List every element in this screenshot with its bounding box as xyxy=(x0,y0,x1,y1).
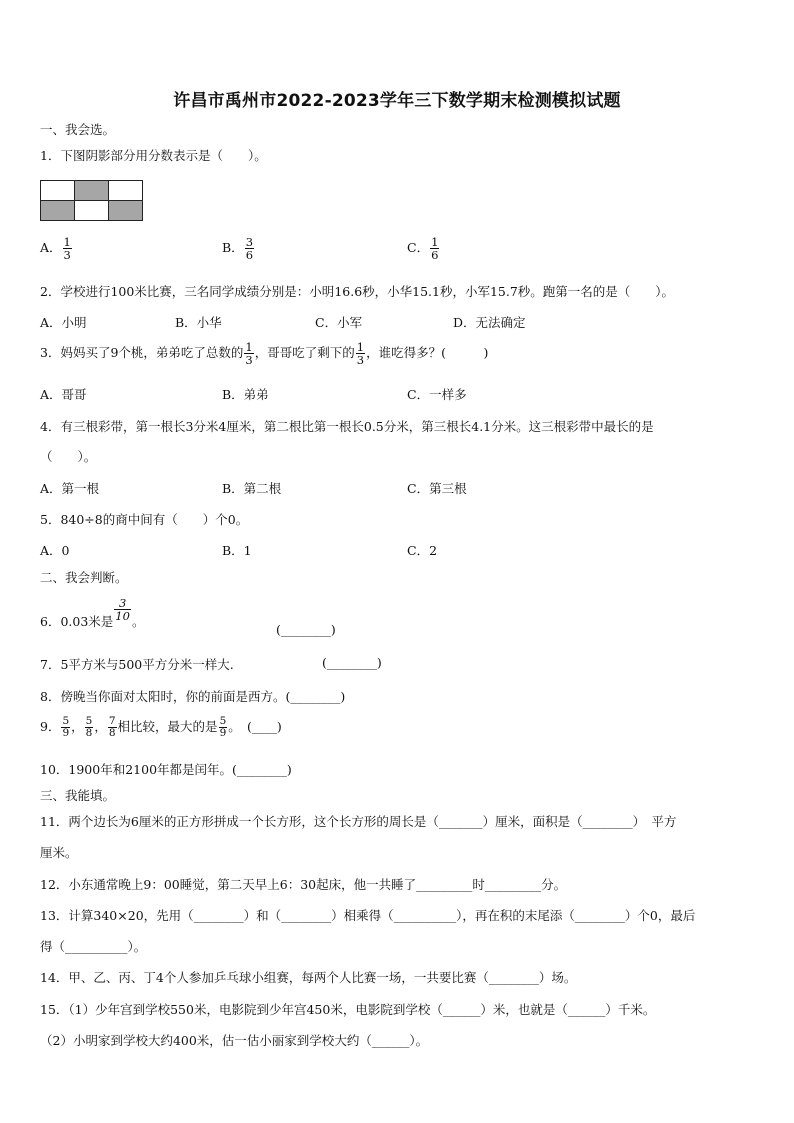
denominator: 6 xyxy=(431,248,439,263)
grid-cell-shaded xyxy=(75,181,109,201)
question-9-part: 9． xyxy=(40,719,61,735)
fraction xyxy=(63,236,72,261)
numerator: 7 xyxy=(108,715,116,727)
fraction xyxy=(356,341,365,366)
fraction xyxy=(245,236,254,261)
question-3-option-b[interactable]: B．弟弟 xyxy=(222,387,269,402)
question-6-part: 6．0.03米是 xyxy=(40,614,114,630)
grid-cell-shaded xyxy=(109,201,143,221)
question-9-text xyxy=(40,716,282,739)
numerator: 5 xyxy=(219,715,227,727)
option-label: C． xyxy=(407,240,430,256)
question-2-text: 2．学校进行100米比赛，三名同学成绩分别是：小明16.6秒，小华15.1秒，小军15.7秒。跑第一名的是（ ）。 xyxy=(40,284,675,299)
question-7-answer-blank[interactable]: (________) xyxy=(322,655,382,670)
question-9-part: 。 (____) xyxy=(228,719,282,735)
grid-cell xyxy=(75,201,109,221)
question-1-text: 1．下图阴影部分用分数表示是（ ）。 xyxy=(40,148,267,163)
question-2-option-b[interactable]: B．小华 xyxy=(175,315,222,330)
fraction xyxy=(114,597,131,622)
question-3-part: ，哥哥吃了剩下的 xyxy=(254,345,355,361)
question-3-option-a[interactable]: A．哥哥 xyxy=(40,387,87,402)
question-11-text: 11．两个边长为6厘米的正方形拼成一个长方形，这个长方形的周长是（_______）厘米，面积是（________） 平方 xyxy=(40,814,677,829)
separator: ， xyxy=(94,719,107,735)
question-3-part: 3．妈妈买了9个桃，弟弟吃了总数的 xyxy=(40,345,244,361)
denominator: 3 xyxy=(245,353,253,368)
question-15-part-1: 15．（1）少年宫到学校550米，电影院到少年宫450米，电影院到学校（______）米，也就是（______）千米。 xyxy=(40,1002,656,1017)
fraction xyxy=(61,716,70,739)
question-9-part: 相比较，最大的是 xyxy=(117,719,218,735)
option-label: A． xyxy=(40,240,62,256)
denominator: 3 xyxy=(356,353,365,368)
question-2-option-c[interactable]: C．小军 xyxy=(315,315,363,330)
option-label: B． xyxy=(222,240,244,256)
fraction xyxy=(85,716,94,739)
question-12-text: 12．小东通常晚上9：00睡觉，第二天早上6：30起床，他一共睡了_________时_________分。 xyxy=(40,877,567,892)
numerator: 1 xyxy=(245,340,253,354)
denominator: 8 xyxy=(108,727,116,740)
denominator: 10 xyxy=(115,609,130,624)
question-4-option-b[interactable]: B．第二根 xyxy=(222,481,282,496)
separator: ， xyxy=(71,719,84,735)
question-10-text: 10．1900年和2100年都是闰年。(________) xyxy=(40,762,292,777)
question-2-option-a[interactable]: A．小明 xyxy=(40,315,87,330)
denominator: 3 xyxy=(63,248,71,263)
fraction xyxy=(219,716,228,739)
question-11-text-cont: 厘米。 xyxy=(40,845,78,860)
page-title: 许昌市禹州市2022-2023学年三下数学期末检测模拟试题 xyxy=(173,91,621,111)
numerator: 5 xyxy=(62,715,70,727)
grid-cell xyxy=(109,181,143,201)
question-1-option-a[interactable] xyxy=(40,236,73,261)
question-14-text: 14．甲、乙、丙、丁4个人参加乒乓球小组赛，每两个人比赛一场，一共要比赛（________）场。 xyxy=(40,970,577,985)
question-4-option-c[interactable]: C．第三根 xyxy=(407,481,467,496)
question-4-text: 4．有三根彩带，第一根长3分米4厘米，第二根比第一根长0.5分米，第三根长4.1分米。这三根彩带中最长的是 xyxy=(40,419,654,434)
fraction xyxy=(108,716,117,739)
question-5-option-b[interactable]: B．1 xyxy=(222,543,252,558)
question-6-answer-blank[interactable]: (________) xyxy=(276,622,336,637)
question-15-part-2: （2）小明家到学校大约400米，估一估小丽家到学校大约（______）。 xyxy=(40,1033,429,1048)
denominator: 9 xyxy=(62,727,70,740)
question-3-part: ，谁吃得多？( ) xyxy=(366,345,489,361)
numerator: 5 xyxy=(85,715,93,727)
section-heading-fill: 三、我能填。 xyxy=(40,788,116,803)
denominator: 9 xyxy=(219,727,227,740)
question-6-part: 。 xyxy=(131,614,145,630)
question-6-text xyxy=(40,597,144,630)
question-5-option-c[interactable]: C．2 xyxy=(407,543,438,558)
question-4-option-a[interactable]: A．第一根 xyxy=(40,481,100,496)
grid-cell xyxy=(41,181,75,201)
question-13-text-cont: 得（__________）。 xyxy=(40,939,147,954)
denominator: 6 xyxy=(245,248,254,263)
numerator: 1 xyxy=(356,340,365,354)
numerator: 3 xyxy=(245,235,254,249)
denominator: 8 xyxy=(85,727,93,740)
numerator: 3 xyxy=(118,596,127,610)
fraction xyxy=(430,236,439,261)
question-5-option-a[interactable]: A．0 xyxy=(40,543,70,558)
question-3-text xyxy=(40,341,488,366)
question-5-text: 5．840÷8的商中间有（ ）个0。 xyxy=(40,512,249,527)
question-4-text-cont: （ ）。 xyxy=(40,449,97,464)
fraction xyxy=(244,341,253,366)
numerator: 1 xyxy=(431,235,439,249)
grid-cell-shaded xyxy=(41,201,75,221)
question-8-text: 8．傍晚当你面对太阳时，你的前面是西方。(________) xyxy=(40,689,346,704)
section-heading-judge: 二、我会判断。 xyxy=(40,570,128,585)
numerator: 1 xyxy=(63,235,71,249)
section-heading-choose: 一、我会选。 xyxy=(40,122,116,137)
question-2-option-d[interactable]: D．无法确定 xyxy=(453,315,526,330)
shaded-grid-figure xyxy=(40,180,143,221)
question-3-option-c[interactable]: C．一样多 xyxy=(407,387,467,402)
question-7-text: 7．5平方米与500平方分米一样大. xyxy=(40,657,234,672)
question-1-option-b[interactable] xyxy=(222,236,255,261)
question-1-option-c[interactable] xyxy=(407,236,440,261)
question-13-text: 13．计算340×20，先用（________）和（________）相乘得（__________），再在积的末尾添（________）个0，最后 xyxy=(40,908,696,923)
